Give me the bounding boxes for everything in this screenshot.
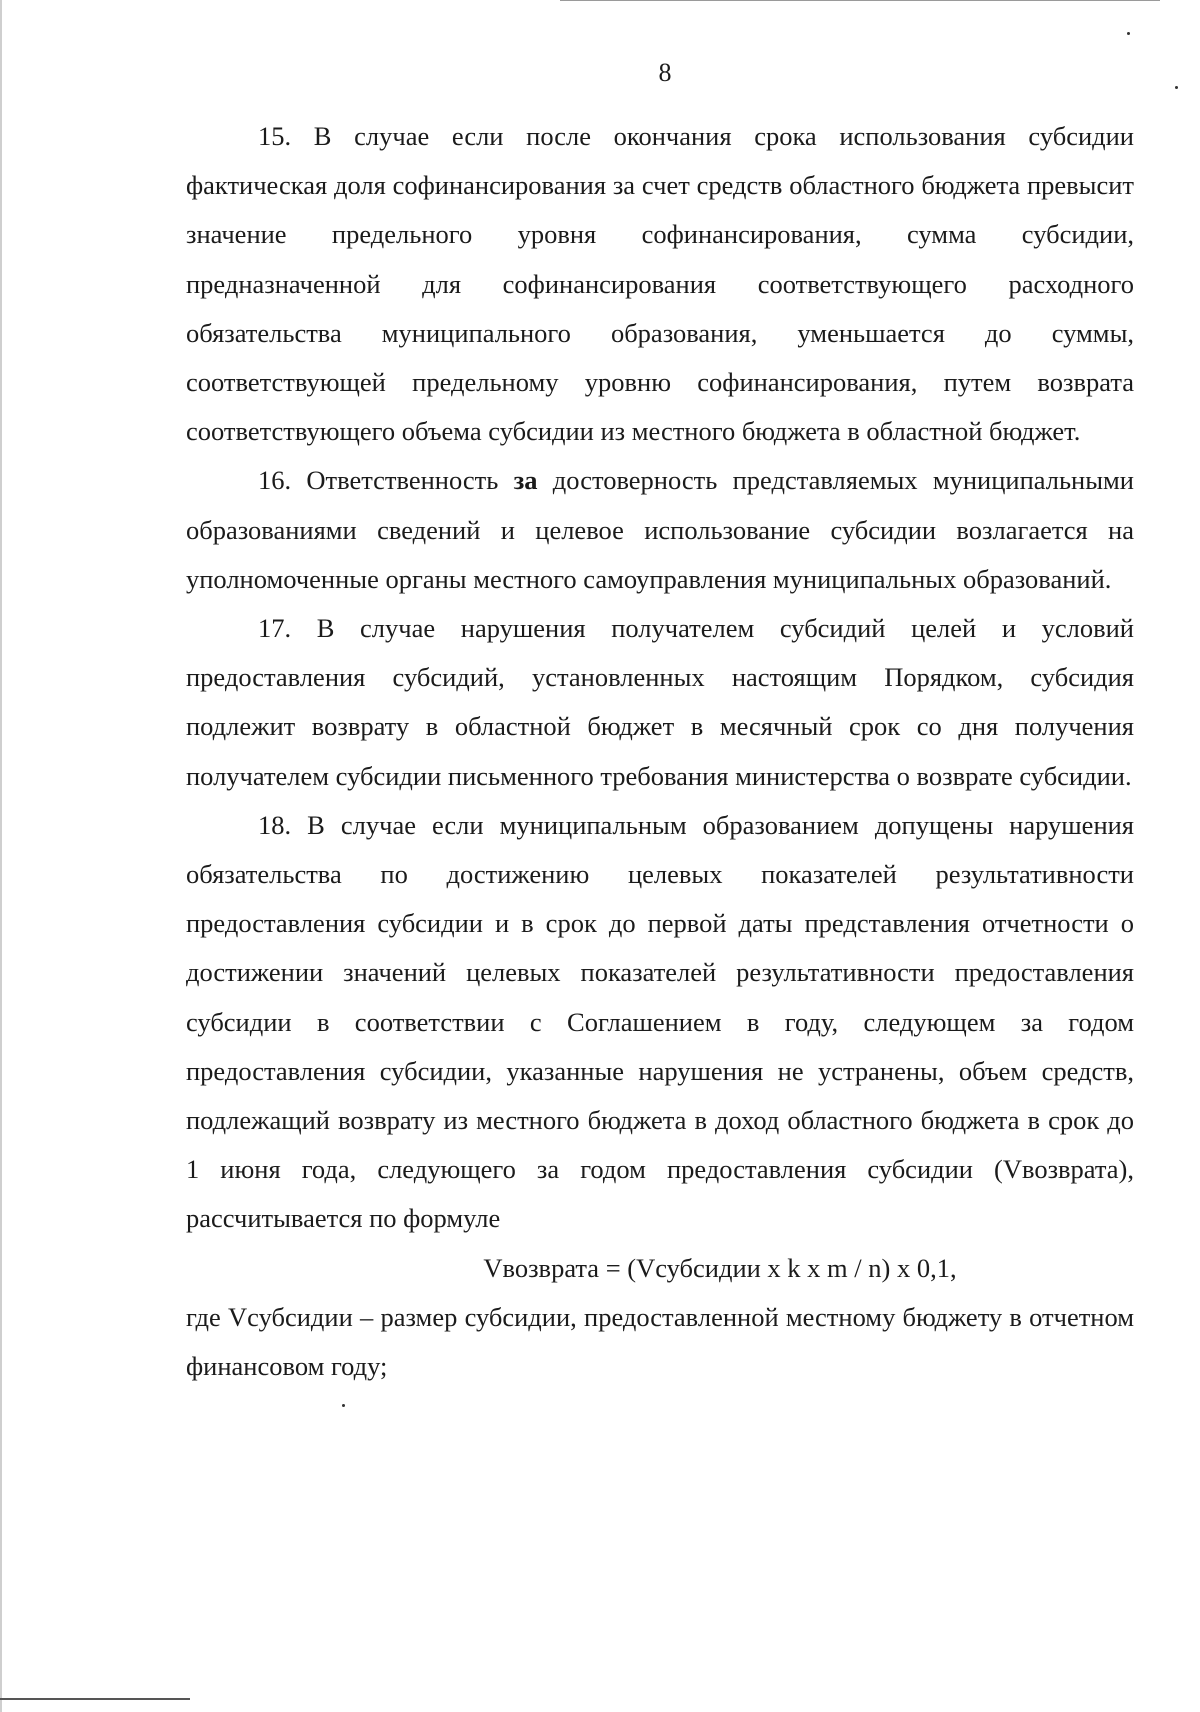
scan-edge-line [0,0,2,1712]
paragraph-16-rest: достоверность представляемых муниципальными образованиями сведений и целевое использование субсидии возлагается на уполномоченные органы местного самоуправления муниципальных образований. [186,465,1134,594]
paragraph-16-bold-word: за [513,465,538,496]
paragraph-17: 17. В случае нарушения получателем субсидий целей и условий предоставления субсидий, установленных настоящим Порядком, субсидия подлежит возврату в областной бюджет в месячный срок со дня получения получателем субсидии письменного требования министерства о возврате субсидии. [186,613,1134,791]
scan-top-line [560,0,1160,1]
paragraph-16 [186,456,1134,604]
page-number: 8 [658,58,672,87]
formula: Vвозврата = (Vсубсидии x k x m / n) x 0,1, [483,1252,957,1283]
scan-speck [1127,32,1130,35]
document-body [186,112,1134,1391]
scan-speck [342,1404,345,1407]
paragraph-15: 15. В случае если после окончания срока использования субсидии фактическая доля софинансирования за счет средств областного бюджета превысит значение предельного уровня софинансирования, сумма субсидии, предназначенной для софинансирования соответствующего расходного обязательства муниципального образования, уменьшается до суммы, соответствующей предельному уровню софинансирования, путем возврата соответствующего объема субсидии из местного бюджета в областной бюджет. [186,121,1134,447]
paragraph-16-start: 16. Ответственность [258,465,514,496]
formula-definition: где Vсубсидии – размер субсидии, предоставленной местному бюджету в отчетном финансовом году; [186,1301,1134,1382]
scan-bottom-line [0,1698,190,1700]
paragraph-18: 18. В случае если муниципальным образованием допущены нарушения обязательства по достижению целевых показателей результативности предоставления субсидии и в срок до первой даты представления отчетности о достижении значений целевых показателей результативности предоставления субсидии в соответствии с Соглашением в году, следующем за годом предоставления субсидии, указанные нарушения не устранены, объем средств, подлежащий возврату из местного бюджета в доход областного бюджета в срок до 1 июня года, следующего за годом предоставления субсидии (Vвозврата), рассчитывается по формуле [186,809,1134,1234]
